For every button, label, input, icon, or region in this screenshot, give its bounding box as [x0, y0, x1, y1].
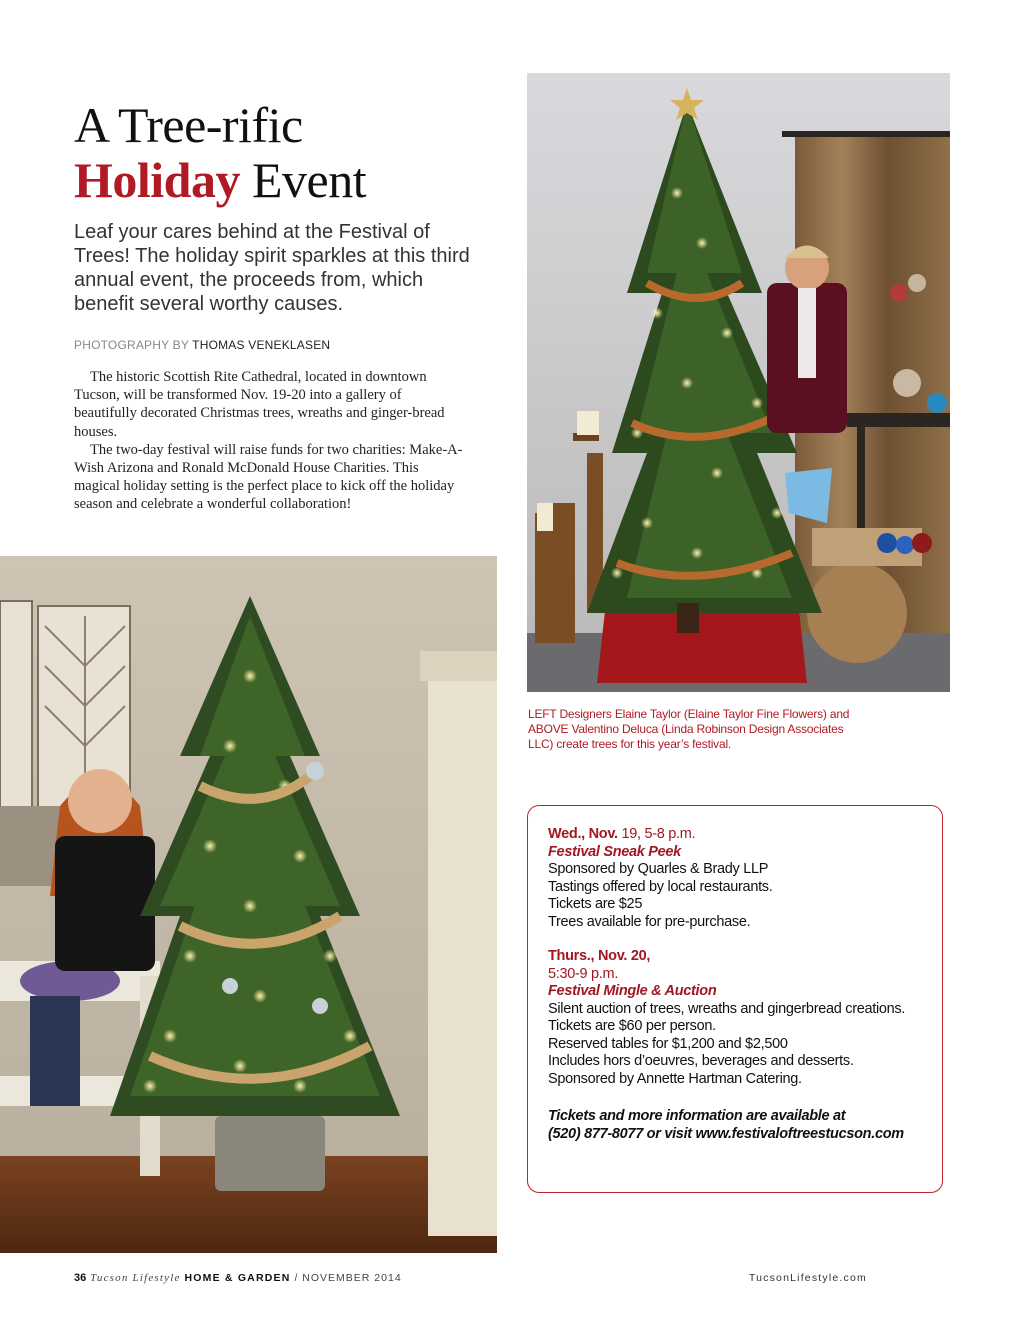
- photo-left-illustration: [0, 556, 497, 1253]
- photographer-name: THOMAS VENEKLASEN: [192, 338, 331, 352]
- event-1-detail: Tastings offered by local restaurants.: [548, 878, 773, 895]
- tickets-info-line-2: (520) 877-8077 or visit www.festivaloftreestucson.com: [548, 1126, 904, 1142]
- event-2-day: Thurs., Nov. 20,: [548, 948, 651, 964]
- body-paragraph-1: The historic Scottish Rite Cathedral, located in downtown Tucson, will be transformed Nov. 19-20 into a gallery of beautifully decorated Christmas trees, wreaths and ginger-bread houses.: [74, 369, 445, 440]
- event-1-name: Festival Sneak Peek: [548, 843, 681, 860]
- event-2-time: 5:30-9 p.m.: [548, 965, 619, 982]
- event-2-name: Festival Mingle & Auction: [548, 983, 717, 999]
- photo-caption: LEFT Designers Elaine Taylor (Elaine Taylor Fine Flowers) and ABOVE Valentino Deluca (Linda Robinson Design Associates LLC) create trees for this year’s festival.: [528, 707, 850, 751]
- event-2-detail: Reserved tables for $1,200 and $2,500: [548, 1035, 788, 1052]
- event-2-detail: Silent auction of trees, wreaths and gingerbread creations.: [548, 1000, 906, 1017]
- event-info-box: [527, 805, 943, 1193]
- event-1-time: 19, 5-8 p.m.: [621, 826, 696, 842]
- photo-above-illustration: [527, 73, 950, 692]
- photo-designer-valentino: [527, 73, 950, 692]
- headline-rest: Event: [251, 152, 367, 208]
- website-url: TucsonLifestyle.com: [748, 1272, 867, 1284]
- headline-line-1: A Tree-rific: [74, 97, 303, 153]
- photo-credit: [74, 338, 330, 352]
- event-1-date: [548, 826, 922, 844]
- event-2-detail: Sponsored by Annette Hartman Catering.: [548, 1070, 802, 1087]
- event-1-detail: Tickets are $25: [548, 896, 643, 912]
- tickets-info-line-1: Tickets and more information are available at: [548, 1108, 846, 1124]
- photo-designer-elaine: [0, 556, 497, 1253]
- event-2-detail: Includes hors d’oeuvres, beverages and desserts.: [548, 1053, 854, 1069]
- event-1-detail: Sponsored by Quarles & Brady LLP: [548, 861, 769, 877]
- event-2-detail: Tickets are $60 per person.: [548, 1018, 716, 1034]
- article-body: [74, 368, 464, 514]
- headline-accent-word: Holiday: [74, 152, 240, 208]
- page-footer-folio: [74, 1272, 402, 1284]
- deck-subtitle: Leaf your cares behind at the Festival of Trees! The holiday spirit sparkles at this third annual event, the proceeds from, which benefit several worthy causes.: [74, 221, 470, 315]
- headline-line-2: [74, 152, 367, 208]
- photo-credit-label: PHOTOGRAPHY BY: [74, 338, 189, 352]
- event-1-detail: Trees available for pre-purchase.: [548, 913, 751, 930]
- section-name: HOME & GARDEN: [184, 1272, 291, 1284]
- magazine-name: Tucson Lifestyle: [90, 1272, 181, 1284]
- issue-date: / NOVEMBER 2014: [294, 1272, 402, 1284]
- body-paragraph-2: The two-day festival will raise funds for two charities: Make-A-Wish Arizona and Ronald McDonald House Charities. This magical holiday setting is the perfect place to kick off the holiday season and celebrate a wonderful collaboration!: [74, 441, 463, 513]
- page-number: 36: [74, 1272, 87, 1284]
- event-1-day: Wed., Nov.: [548, 826, 618, 842]
